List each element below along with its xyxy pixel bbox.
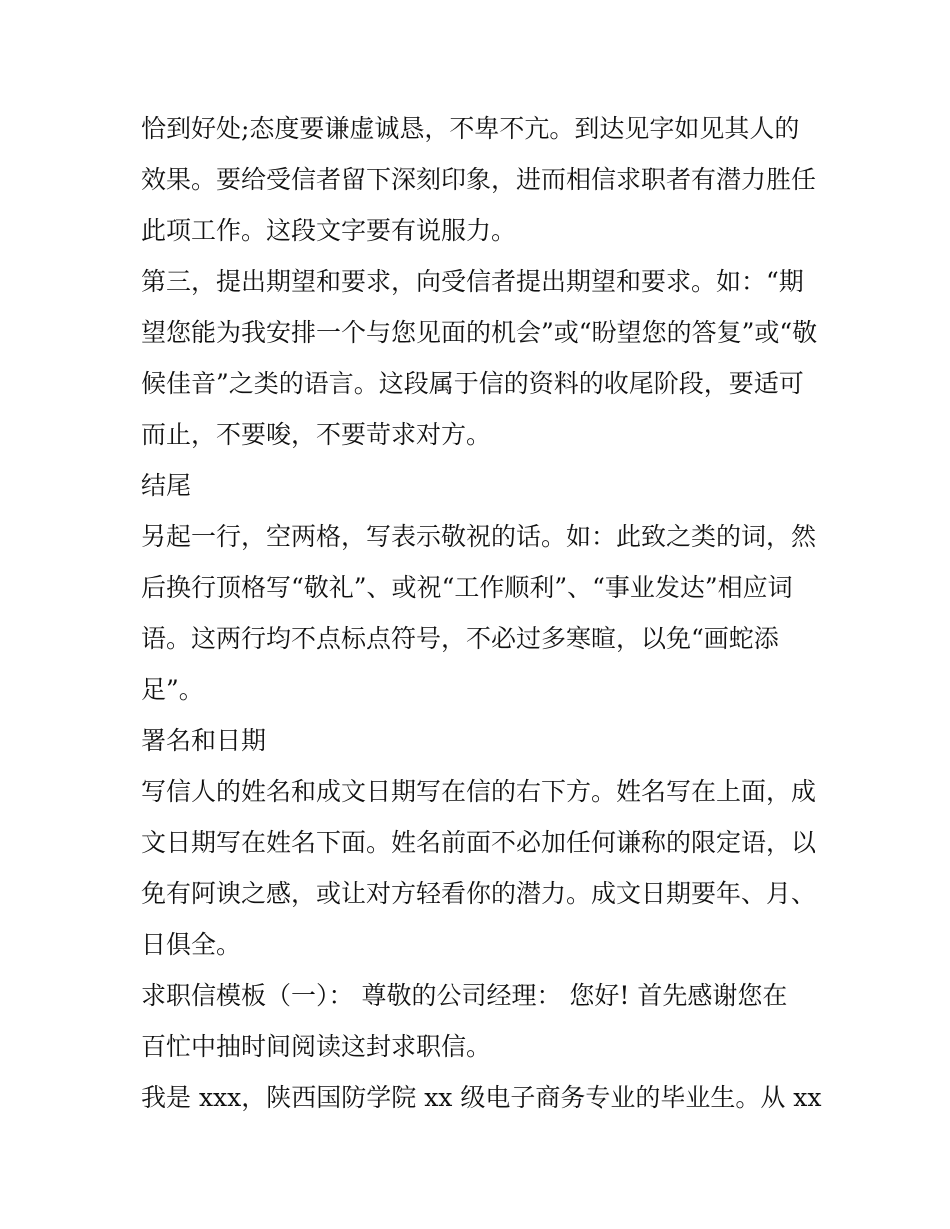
- text-line: 写信人的姓名和成文日期写在信的右下方。姓名写在上面，成: [141, 777, 817, 806]
- text-line: 恰到好处;态度要谦虚诚恳，不卑不亢。到达见字如见其人的: [141, 114, 800, 143]
- text-line: 文日期写在姓名下面。姓名前面不必加任何谦称的限定语，以: [141, 828, 817, 857]
- text-line: 望您能为我安排一个与您见面的机会”或“盼望您的答复”或“敬: [141, 318, 818, 347]
- text-line: 后换行顶格写“敬礼”、或祝“工作顺利”、“事业发达”相应词: [141, 573, 793, 602]
- section-heading: 结尾: [141, 471, 192, 500]
- text-line: 第三，提出期望和要求，向受信者提出期望和要求。如：“期: [141, 267, 804, 296]
- text-line: 百忙中抽时间阅读这封求职信。: [141, 1032, 492, 1061]
- text-line: 另起一行，空两格，写表示敬祝的话。如：此致之类的词，然: [141, 522, 817, 551]
- text-line: 免有阿谀之感，或让对方轻看你的潜力。成文日期要年、月、: [141, 879, 817, 908]
- text-line: 我是 xxx，陕西国防学院 xx 级电子商务专业的毕业生。从 xx: [141, 1083, 822, 1112]
- section-heading: 署名和日期: [141, 726, 267, 755]
- text-line: 日俱全。: [141, 930, 242, 959]
- text-line: 求职信模板（一）： 尊敬的公司经理： 您好! 首先感谢您在: [141, 981, 788, 1010]
- text-line: 此项工作。这段文字要有说服力。: [141, 216, 517, 245]
- text-line: 效果。要给受信者留下深刻印象，进而相信求职者有潜力胜任: [141, 165, 817, 194]
- text-line: 而止，不要唆，不要苛求对方。: [141, 420, 492, 449]
- text-line: 候佳音”之类的语言。这段属于信的资料的收尾阶段，要适可: [141, 369, 804, 398]
- text-line: 足”。: [141, 675, 204, 704]
- text-line: 语。这两行均不点标点符号，不必过多寒暄，以免“画蛇添: [141, 624, 779, 653]
